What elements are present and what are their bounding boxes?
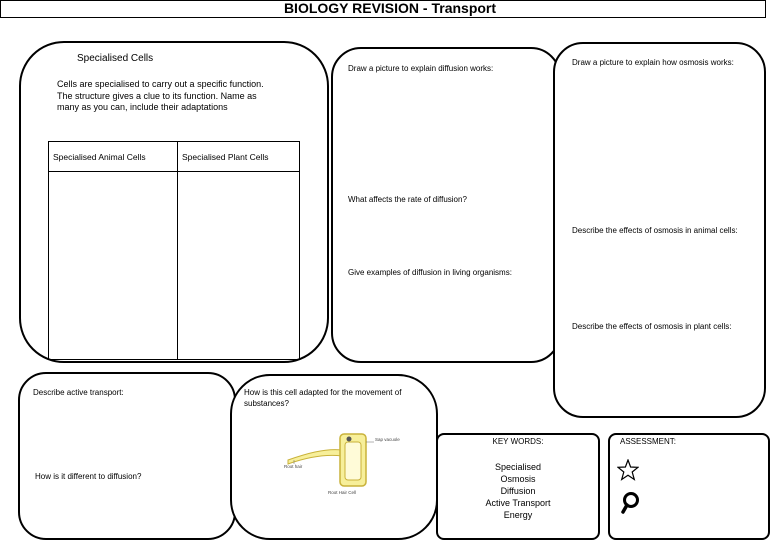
magnifier-icon (619, 491, 643, 515)
key-words-list (436, 461, 600, 521)
osmosis-draw-prompt: Draw a picture to explain how osmosis works: (572, 58, 734, 67)
active-transport-prompt: Describe active transport: (33, 388, 124, 397)
key-word-item: Active Transport (485, 498, 551, 508)
key-word-item: Osmosis (500, 474, 536, 484)
key-word-item: Specialised (494, 462, 542, 472)
plant-cells-cell[interactable] (178, 172, 300, 360)
root-hair-shape (288, 450, 342, 464)
page-title: BIOLOGY REVISION - Transport (283, 0, 497, 16)
osmosis-plant-prompt: Describe the effects of osmosis in plant cells: (572, 322, 732, 331)
col-plant-cells: Specialised Plant Cells (178, 142, 300, 172)
nucleus-shape (347, 437, 352, 442)
key-word-item: Energy (503, 510, 533, 520)
key-words-heading: KEY WORDS: (492, 437, 544, 446)
root-hair-cell-diagram (280, 428, 410, 498)
title-bar (0, 0, 766, 18)
diffusion-draw-prompt: Draw a picture to explain diffusion works: (348, 64, 494, 73)
specialised-cells-table (48, 141, 300, 360)
diffusion-rate-prompt: What affects the rate of diffusion? (348, 195, 467, 204)
specialised-cells-intro: Cells are specialised to carry out a specific function. The structure gives a clue to its function. Name as many as you can, include their adaptations (57, 79, 264, 112)
key-word-item: Diffusion (500, 486, 536, 496)
vacuole-shape (345, 442, 361, 480)
col-animal-cells: Specialised Animal Cells (49, 142, 178, 172)
animal-cells-cell[interactable] (49, 172, 178, 360)
active-transport-different-prompt: How is it different to diffusion? (35, 472, 142, 481)
diffusion-examples-prompt: Give examples of diffusion in living organisms: (348, 268, 512, 277)
assessment-panel (608, 433, 770, 540)
root-hair-label: Root hair (284, 464, 303, 469)
adapted-cell-prompt: How is this cell adapted for the movement of substances? (244, 388, 402, 408)
assessment-heading: ASSESSMENT: (620, 437, 677, 446)
vacuole-label: Sap vacuole (375, 437, 400, 442)
specialised-cells-heading: Specialised Cells (77, 53, 154, 64)
osmosis-animal-prompt: Describe the effects of osmosis in animal cells: (572, 226, 738, 235)
root-hair-caption: Root Hair Cell (328, 490, 357, 495)
star-icon (617, 459, 639, 481)
